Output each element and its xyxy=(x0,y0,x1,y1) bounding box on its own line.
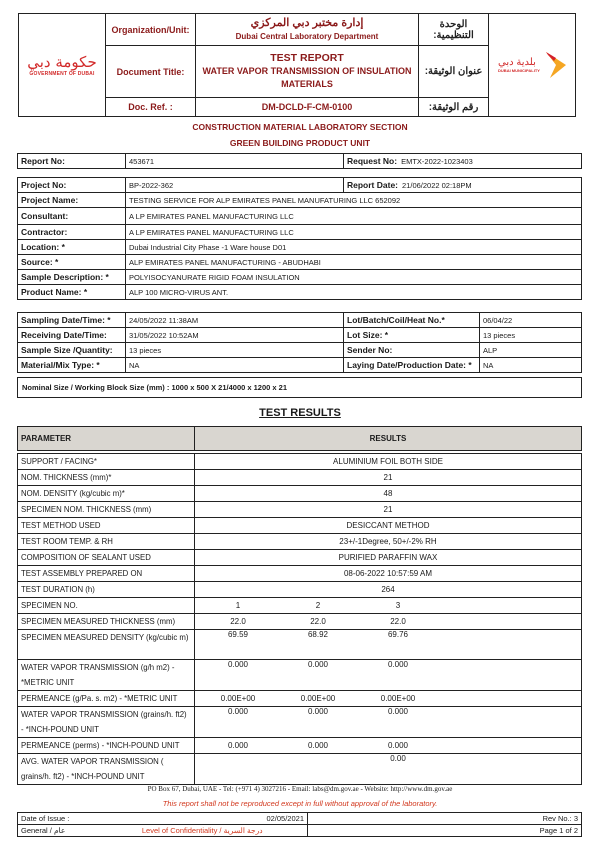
nominal-size: Nominal Size / Working Block Size (mm) : 1000 x 500 X 21/4000 x 1200 x 21 xyxy=(17,377,582,398)
table-row: SUPPORT / FACING* ALUMINIUM FOIL BOTH SIDE xyxy=(18,454,582,470)
receiving-date-label: Receiving Date/Time: xyxy=(18,328,126,343)
rev-no: Rev No.: 3 xyxy=(308,813,582,825)
table-row: SPECIMEN MEASURED THICKNESS (mm) 22.0 22.0 22.0 xyxy=(18,614,582,630)
document-title-label: Document Title: xyxy=(106,46,195,98)
consultant-value: A LP EMIRATES PANEL MANUFACTURING LLC xyxy=(126,208,582,225)
table-row: TEST DURATION (h) 264 xyxy=(18,582,582,598)
organization-label: Organization/Unit: xyxy=(106,14,195,46)
sample-size-label: Sample Size /Quantity: xyxy=(18,343,126,358)
table-row: NOM. THICKNESS (mm)* 21 xyxy=(18,470,582,486)
sampling-date-label: Sampling Date/Time: * xyxy=(18,313,126,328)
document-title-main: TEST REPORT xyxy=(270,52,344,64)
gov-logo-arabic: حكومة دبي xyxy=(27,53,97,71)
dubai-municipality-logo xyxy=(488,14,575,116)
sender-no-value: ALP xyxy=(480,343,582,358)
classification: General / عام xyxy=(18,825,98,837)
section-title: CONSTRUCTION MATERIAL LABORATORY SECTION xyxy=(192,122,408,132)
source-label: Source: * xyxy=(18,255,126,270)
contractor-value: A LP EMIRATES PANEL MANUFACTURING LLC xyxy=(126,225,582,240)
unit-title: GREEN BUILDING PRODUCT UNIT xyxy=(229,138,371,148)
sampling-info-table xyxy=(17,312,582,373)
confidentiality-label: Level of Confidentiality / درجة السرية xyxy=(98,825,308,837)
sample-description-label: Sample Description: * xyxy=(18,270,126,285)
product-name-value: ALP 100 MICRO-VIRUS ANT. xyxy=(126,285,582,300)
document-title-value xyxy=(196,46,418,98)
sample-size-value: 13 pieces xyxy=(126,343,344,358)
table-row: WATER VAPOR TRANSMISSION (g/h m2) - *METRIC UNIT 0.000 0.000 0.000 xyxy=(18,660,582,691)
results-header xyxy=(17,426,582,451)
doc-ref-label-arabic: رقم الوثيقة: xyxy=(428,101,479,113)
table-row: PERMEANCE (perms) - *INCH-POUND UNIT 0.000 0.000 0.000 xyxy=(18,738,582,754)
results-header-cell: RESULTS xyxy=(195,427,582,451)
table-row: PERMEANCE (g/Pa. s. m2) - *METRIC UNIT 0.00E+00 0.00E+00 0.00E+00 xyxy=(18,691,582,707)
location-label: Location: * xyxy=(18,240,126,255)
results-table xyxy=(17,453,582,785)
lot-batch-value: 06/04/22 xyxy=(480,313,582,328)
table-row: WATER VAPOR TRANSMISSION (grains/h. ft2) - *INCH-POUND UNIT 0.000 0.000 0.000 xyxy=(18,707,582,738)
laying-date-label: Laying Date/Production Date: * xyxy=(344,358,480,373)
project-name-value: TESTING SERVICE FOR ALP EMIRATES PANEL MANUFATURING LLC 652092 xyxy=(126,193,582,208)
project-name-label: Project Name: xyxy=(18,193,126,208)
organization-label-arabic: الوحدة التنظيمية: xyxy=(419,14,488,46)
sample-description-value: POLYISOCYANURATE RIGID FOAM INSULATION xyxy=(126,270,582,285)
table-row: COMPOSITION OF SEALANT USED PURIFIED PARAFFIN WAX xyxy=(18,550,582,566)
report-date-value: 21/06/2022 02:18PM xyxy=(402,181,472,190)
parameter-header: PARAMETER xyxy=(18,427,195,451)
report-no-value: 453671 xyxy=(126,154,344,169)
request-no-value: EMTX-2022-1023403 xyxy=(401,157,473,166)
table-row: TEST ASSEMBLY PREPARED ON 08-06-2022 10:57:59 AM xyxy=(18,566,582,582)
organization-arabic: إدارة مختبر دبي المركزي xyxy=(250,16,364,29)
receiving-date-value: 31/05/2022 10:52AM xyxy=(126,328,344,343)
location-value: Dubai Industrial City Phase -1 Ware house D01 xyxy=(126,240,582,255)
organization-english: Dubai Central Laboratory Department xyxy=(235,31,379,41)
report-no-label: Report No: xyxy=(18,154,126,169)
dm-logo-english: DUBAI MUNICIPALITY xyxy=(498,68,540,73)
date-of-issue-value: 02/05/2021 xyxy=(98,813,308,825)
table-row: AVG. WATER VAPOR TRANSMISSION ( grains/h. ft2) - *INCH-POUND UNIT 0.00 xyxy=(18,754,582,785)
doc-ref-value: DM-DCLD-F-CM-0100 xyxy=(261,101,353,112)
footer-address: PO Box 67, Dubai, UAE - Tel: (+971 4) 3027216 - Email: labs@dm.gov.ae - Website: http://www.dm.gov.ae xyxy=(147,785,453,793)
test-results-title: TEST RESULTS xyxy=(259,407,341,419)
document-title-label-arabic: عنوان الوثيقة: xyxy=(419,46,488,98)
doc-ref-label: Doc. Ref. : xyxy=(128,102,173,112)
lot-size-value: 13 pieces xyxy=(480,328,582,343)
page-number: Page 1 of 2 xyxy=(308,825,582,837)
sender-no-label: Sender No: xyxy=(344,343,480,358)
laying-date-value: NA xyxy=(480,358,582,373)
source-value: ALP EMIRATES PANEL MANUFACTURING - ABUDHABI xyxy=(126,255,582,270)
sampling-date-value: 24/05/2022 11:38AM xyxy=(126,313,344,328)
material-type-value: NA xyxy=(126,358,344,373)
product-name-label: Product Name: * xyxy=(18,285,126,300)
contractor-label: Contractor: xyxy=(18,225,126,240)
organization-value xyxy=(196,14,418,46)
project-no-label: Project No: xyxy=(18,178,126,193)
lot-batch-label: Lot/Batch/Coil/Heat No.* xyxy=(344,313,480,328)
table-row: TEST ROOM TEMP. & RH 23+/-1Degree, 50+/-2% RH xyxy=(18,534,582,550)
document-title-sub: WATER VAPOR TRANSMISSION OF INSULATION MATERIALS xyxy=(202,66,412,89)
project-no-value: BP-2022-362 xyxy=(126,178,344,193)
lot-size-label: Lot Size: * xyxy=(344,328,480,343)
project-info-table xyxy=(17,177,582,300)
government-of-dubai-logo xyxy=(19,14,106,116)
avg-value: 0.00 xyxy=(390,754,406,763)
table-row: TEST METHOD USED DESICCANT METHOD xyxy=(18,518,582,534)
table-row: SPECIMEN NO. 1 2 3 xyxy=(18,598,582,614)
table-row: NOM. DENSITY (kg/cubic m)* 48 xyxy=(18,486,582,502)
gov-logo-english: GOVERNMENT OF DUBAI xyxy=(29,71,95,77)
footer-warning: This report shall not be reproduced except in full without approval of the laboratory. xyxy=(162,799,438,808)
consultant-label: Consultant: xyxy=(18,208,126,225)
table-row: SPECIMEN MEASURED DENSITY (kg/cubic m) 69.59 68.92 69.76 xyxy=(18,630,582,660)
date-of-issue-label: Date of Issue : xyxy=(18,813,98,825)
report-number-table xyxy=(17,153,582,169)
dm-logo-arabic: بلدية دبي xyxy=(498,57,536,68)
document-header xyxy=(18,13,576,117)
table-row: SPECIMEN NOM. THICKNESS (mm) 21 xyxy=(18,502,582,518)
request-no-cell: Request No: EMTX-2022-1023403 xyxy=(344,154,582,169)
material-type-label: Material/Mix Type: * xyxy=(18,358,126,373)
report-date-cell: Report Date: 21/06/2022 02:18PM xyxy=(344,178,582,193)
footer-table xyxy=(17,812,582,837)
dm-chevron-icon xyxy=(542,52,566,78)
